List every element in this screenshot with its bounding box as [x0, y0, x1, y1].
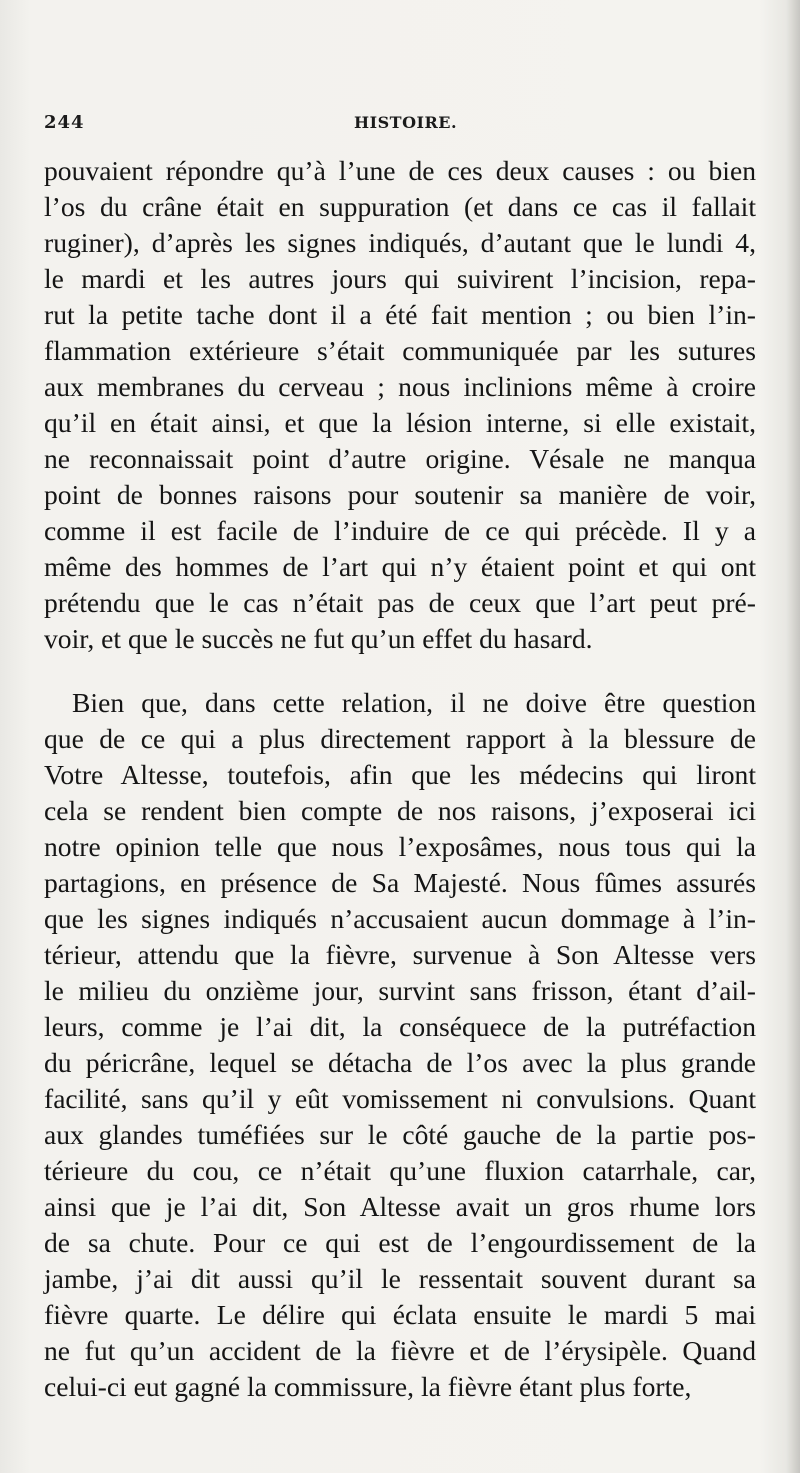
body-text — [44, 153, 756, 1405]
text-line: partagions, en présence de Sa Majesté. Nous fûmes assurés — [44, 867, 756, 898]
paragraph-1 — [44, 153, 756, 657]
text-line: point de bonnes raisons pour soutenir sa manière de voir, — [44, 479, 756, 510]
text-line: térieur, attendu que la fièvre, survenue à Son Altesse vers — [44, 939, 756, 970]
text-line: prétendu que le cas n’était pas de ceux que l’art peut pré- — [44, 587, 756, 618]
text-line: notre opinion telle que nous l’exposâmes, nous tous qui la — [44, 831, 756, 862]
text-line: que les signes indiqués n’accusaient aucun dommage à l’in- — [44, 903, 756, 934]
text-line: ruginer), d’après les signes indiqués, d’autant que le lundi 4, — [44, 227, 756, 258]
text-line: de sa chute. Pour ce qui est de l’engourdissement de la — [44, 1227, 756, 1258]
page-edge-shadow — [786, 0, 800, 1473]
text-line: pouvaient répondre qu’à l’une de ces deux causes : ou bien — [44, 155, 756, 186]
text-line: même des hommes de l’art qui n’y étaient point et qui ont — [44, 551, 756, 582]
text-line: fièvre quarte. Le délire qui éclata ensuite le mardi 5 mai — [44, 1299, 756, 1330]
text-line: térieure du cou, ce n’était qu’une fluxion catarrhale, car, — [44, 1155, 756, 1186]
text-line: flammation extérieure s’était communiquée par les sutures — [44, 335, 756, 366]
text-line: du péricrâne, lequel se détacha de l’os avec la plus grande — [44, 1047, 756, 1078]
text-line: aux glandes tuméfiées sur le côté gauche de la partie pos- — [44, 1119, 756, 1150]
text-line: ainsi que je l’ai dit, Son Altesse avait un gros rhume lors — [44, 1191, 756, 1222]
text-line: Bien que, dans cette relation, il ne doive être question — [72, 687, 756, 718]
text-line: voir, et que le succès ne fut qu’un effet du hasard. — [44, 623, 593, 654]
running-head: HISTOIRE. — [354, 113, 458, 132]
text-line: l’os du crâne était en suppuration (et dans ce cas il fallait — [44, 191, 756, 222]
paragraph-gap — [44, 657, 756, 685]
text-line: rut la petite tache dont il a été fait mention ; ou bien l’in- — [44, 299, 756, 330]
text-line: leurs, comme je l’ai dit, la conséquece de la putréfaction — [44, 1011, 756, 1042]
text-line: aux membranes du cerveau ; nous inclinions même à croire — [44, 371, 756, 402]
paragraph-2 — [44, 685, 756, 1405]
page-header — [44, 112, 756, 142]
text-line: Votre Altesse, toutefois, afin que les médecins qui liront — [44, 759, 756, 790]
page-number: 244 — [44, 112, 85, 133]
text-line: comme il est facile de l’induire de ce qui précède. Il y a — [44, 515, 756, 546]
text-line: que de ce qui a plus directement rapport à la blessure de — [44, 723, 756, 754]
text-line: celui-ci eut gagné la commissure, la fièvre étant plus forte, — [44, 1371, 692, 1402]
text-line: qu’il en était ainsi, et que la lésion interne, si elle existait, — [44, 407, 756, 438]
text-line: ne fut qu’un accident de la fièvre et de l’érysipèle. Quand — [44, 1335, 756, 1366]
text-line: le mardi et les autres jours qui suivirent l’incision, repa- — [44, 263, 756, 294]
text-line: le milieu du onzième jour, survint sans frisson, étant d’ail- — [44, 975, 756, 1006]
text-line: cela se rendent bien compte de nos raisons, j’exposerai ici — [44, 795, 756, 826]
text-line: jambe, j’ai dit aussi qu’il le ressentait souvent durant sa — [44, 1263, 756, 1294]
text-line: ne reconnaissait point d’autre origine. Vésale ne manqua — [44, 443, 756, 474]
text-line: facilité, sans qu’il y eût vomissement ni convulsions. Quant — [44, 1083, 756, 1114]
